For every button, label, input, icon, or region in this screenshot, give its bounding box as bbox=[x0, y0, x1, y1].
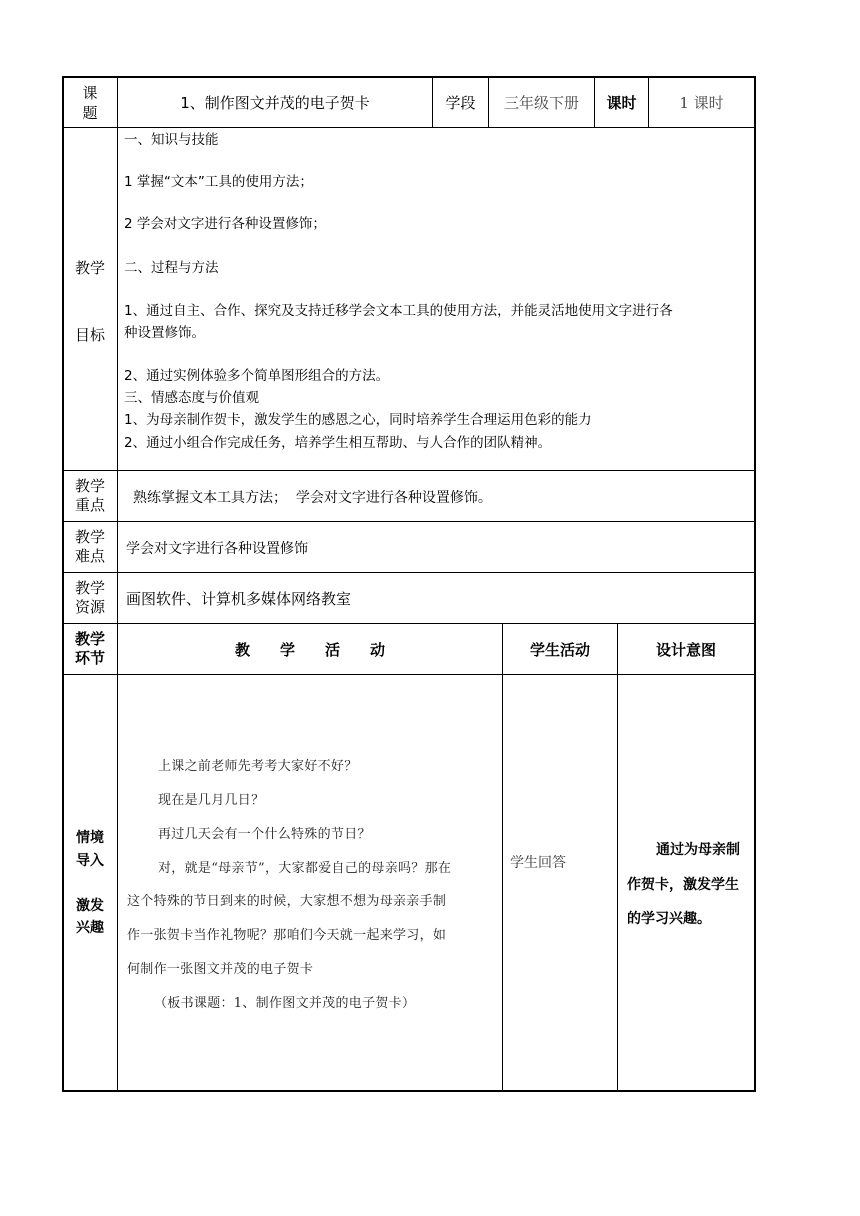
intent-line: 的学习兴趣。 bbox=[627, 911, 711, 927]
goals-line: 2、通过实例体验多个简单图形组合的方法。 bbox=[124, 368, 390, 384]
row-divider bbox=[62, 127, 756, 128]
column-divider bbox=[617, 623, 618, 1092]
resources-text: 画图软件、计算机多媒体网络教室 bbox=[126, 590, 352, 608]
row-divider bbox=[62, 521, 756, 522]
stage-name-2: 导入 bbox=[76, 853, 104, 869]
goals-line: 种设置修饰。 bbox=[124, 325, 205, 341]
column-divider bbox=[502, 623, 503, 1092]
goals-label-1: 教学 bbox=[74, 258, 105, 277]
hours-value: 1 课时 bbox=[679, 94, 724, 112]
topic-label: 课 题 bbox=[82, 83, 98, 122]
activity-label: 教 学 活 动 bbox=[234, 640, 385, 659]
stage-name-4: 兴趣 bbox=[76, 920, 104, 936]
activity-line: 何制作一张图文并茂的电子贺卡 bbox=[127, 962, 314, 977]
goals-line: 1 掌握“文本”工具的使用方法； bbox=[124, 174, 313, 190]
activity-line: 对，就是“母亲节”，大家都爱自己的母亲吗？那在 bbox=[158, 861, 452, 876]
goals-line: 二、过程与方法 bbox=[124, 260, 219, 276]
activity-line: （板书课题：1、制作图文并茂的电子贺卡） bbox=[154, 996, 416, 1011]
goals-line: 1、通过自主、合作、探究及支持迁移学会文本工具的使用方法，并能灵活地使用文字进行各 bbox=[124, 303, 673, 319]
student-activity-label: 学生活动 bbox=[529, 640, 590, 659]
row-divider bbox=[62, 470, 756, 471]
activity-line: 再过几天会有一个什么特殊的节日？ bbox=[158, 827, 371, 842]
key-points-label: 教学 重点 bbox=[74, 477, 105, 514]
goals-line: 三、情感态度与价值观 bbox=[124, 390, 259, 406]
resources-label: 教学 资源 bbox=[74, 579, 105, 616]
activity-line: 这个特殊的节日到来的时候，大家想不想为母亲亲手制 bbox=[127, 894, 447, 909]
row-divider bbox=[62, 674, 756, 675]
row-divider bbox=[62, 572, 756, 573]
difficulties-label: 教学 难点 bbox=[74, 528, 105, 565]
grade-value: 三年级下册 bbox=[503, 94, 579, 112]
goals-line: 1、为母亲制作贺卡，激发学生的感恩之心，同时培养学生合理运用色彩的能力 bbox=[124, 412, 592, 428]
intent-line: 作贺卡，激发学生 bbox=[627, 877, 739, 893]
design-intent-label: 设计意图 bbox=[655, 640, 716, 659]
topic-title: 1、制作图文并茂的电子贺卡 bbox=[180, 94, 370, 112]
stage-name-3: 激发 bbox=[76, 898, 104, 914]
stage-label: 教学 环节 bbox=[74, 630, 105, 667]
activity-line: 现在是几月几日？ bbox=[158, 793, 265, 808]
hours-label: 课时 bbox=[606, 94, 637, 112]
activity-line: 上课之前老师先考考大家好不好？ bbox=[158, 759, 358, 774]
key-points-text: 熟练掌握文本工具方法； 学会对文字进行各种设置修饰。 bbox=[133, 490, 492, 506]
goals-line: 一、知识与技能 bbox=[124, 132, 219, 148]
grade-label: 学段 bbox=[445, 94, 476, 112]
student-activity: 学生回答 bbox=[510, 855, 566, 871]
column-divider bbox=[117, 76, 118, 1092]
goals-line: 2、通过小组合作完成任务，培养学生相互帮助、与人合作的团队精神。 bbox=[124, 435, 552, 451]
goals-line: 2 学会对文字进行各种设置修饰； bbox=[124, 216, 326, 232]
goals-label-2: 目标 bbox=[74, 325, 105, 344]
intent-line: 通过为母亲制 bbox=[656, 842, 740, 858]
activity-line: 作一张贺卡当作礼物呢？那咱们今天就一起来学习，如 bbox=[127, 928, 447, 943]
difficulties-text: 学会对文字进行各种设置修饰 bbox=[126, 541, 308, 557]
stage-name-1: 情境 bbox=[76, 830, 104, 846]
